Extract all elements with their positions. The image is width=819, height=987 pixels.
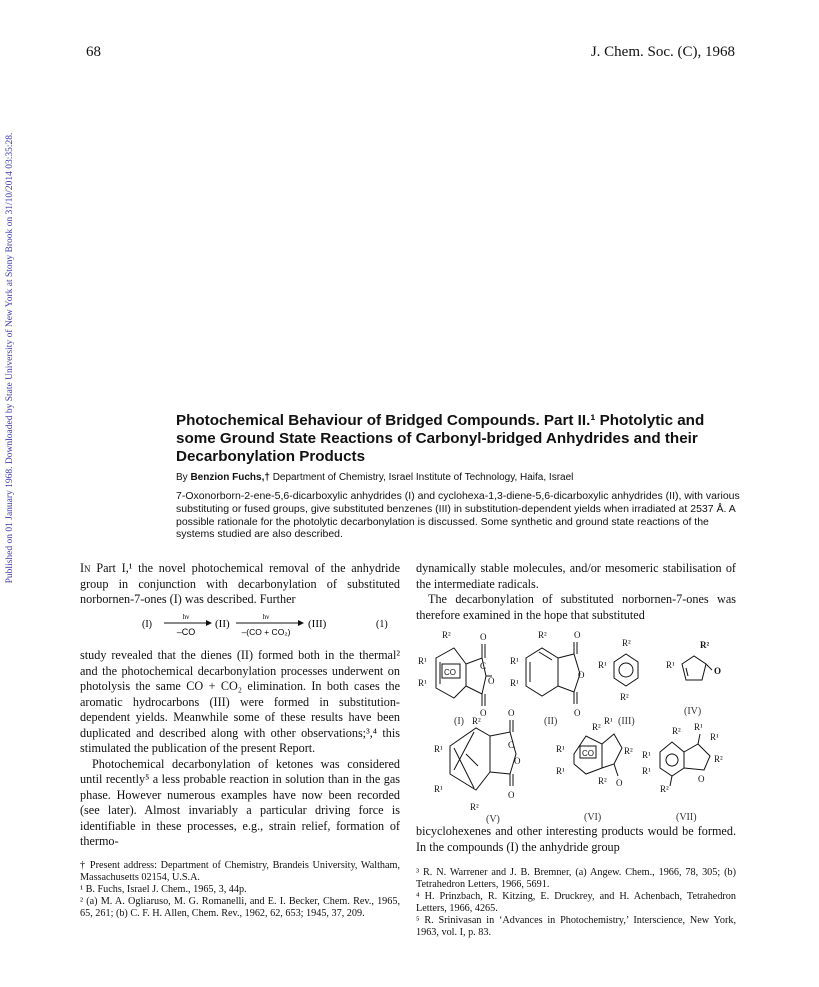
reaction-scheme	[136, 610, 406, 640]
substituent-r1: R¹	[604, 716, 613, 726]
footnotes-left	[80, 860, 400, 920]
bridge-carbonyl: CO	[444, 668, 456, 677]
atom-oxygen: O	[480, 708, 487, 718]
substituent-r1: R¹	[556, 744, 565, 754]
substituent-r1: R¹	[434, 784, 443, 794]
footnote: ⁴ H. Prinzbach, R. Kitzing, E. Druckrey, and H. Achenbach, Tetrahedron Letters, 1966, 4265.	[416, 891, 736, 914]
page-number: 68	[86, 44, 101, 60]
bridge-carbonyl: CO	[582, 749, 594, 758]
footnote: ² (a) M. A. Ogliaruso, M. G. Romanelli, and E. I. Becker, Chem. Rev., 1965, 65, 261; (b) C. F. H. Allen, Chem. Rev., 1962, 62, 653; 1945, 37, 209.	[80, 896, 400, 919]
body-left-main	[80, 648, 400, 850]
atom-carbon: C	[480, 661, 487, 671]
substituent-r2: R²	[622, 638, 631, 648]
structure-IV	[682, 656, 712, 680]
substituent-r2: R²	[700, 640, 710, 650]
arrow-1-condition: hν	[182, 613, 190, 621]
arrow-2-condition: hν	[262, 613, 270, 621]
atom-carbon: C	[508, 740, 515, 750]
label-I: (I)	[454, 716, 464, 727]
substituent-r1: R¹	[694, 722, 703, 732]
substituent-r1: R¹	[642, 750, 651, 760]
atom-oxygen: O	[508, 790, 515, 800]
body-left-top	[80, 561, 400, 608]
substituent-r2: R²	[714, 754, 723, 764]
substituent-r2: R²	[442, 630, 451, 640]
chemical-structures	[414, 624, 744, 824]
structure-V	[450, 720, 516, 790]
arrow-1-head	[206, 620, 212, 626]
body-paragraph: dynamically stable molecules, and/or mesomeric stabilisation of the intermediate radicals.	[416, 561, 736, 591]
substituent-r2: R²	[620, 692, 629, 702]
substituent-r2: R²	[624, 746, 633, 756]
footnote: † Present address: Department of Chemistry, Brandeis University, Waltham, Massachusetts 02154, U.S.A.	[80, 860, 400, 883]
atom-oxygen: O	[698, 774, 705, 784]
download-watermark	[2, 88, 18, 628]
structure-II	[526, 642, 580, 704]
substituent-r2: R²	[538, 630, 547, 640]
atom-oxygen: O	[578, 670, 585, 680]
substituent-r1: R¹	[418, 678, 427, 688]
atom-oxygen: O	[508, 708, 515, 718]
author-affiliation: Department of Chemistry, Israel Institute of Technology, Haifa, Israel	[272, 472, 574, 483]
atom-oxygen: O	[488, 676, 495, 686]
label-VI: (VI)	[584, 812, 602, 823]
substituent-r1: R¹	[434, 744, 443, 754]
substituent-r1: R¹	[642, 766, 651, 776]
structure-figure	[414, 624, 744, 824]
substituent-r2: R²	[660, 784, 669, 794]
author-name: Benzion Fuchs,†	[190, 472, 270, 483]
label-V: (V)	[486, 814, 500, 824]
atom-oxygen: O	[574, 630, 581, 640]
arrow-2-head	[298, 620, 304, 626]
atom-oxygen: O	[714, 666, 722, 676]
structure-III	[614, 654, 638, 686]
download-watermark-text: Published on 01 January 1968. Downloaded by State University of New York at Stony Brook on 31/10/2014 03:35:28.	[5, 132, 15, 584]
substituent-r1: R¹	[666, 660, 675, 670]
body-right-top	[416, 561, 736, 623]
substituent-r2: R²	[672, 726, 681, 736]
journal-header: J. Chem. Soc. (C), 1968	[590, 44, 735, 60]
substituent-r2: R²	[592, 722, 601, 732]
footnote: ³ R. N. Warrener and J. B. Bremner, (a) Angew. Chem., 1966, 78, 305; (b) Tetrahedron Letters, 1966, 5691.	[416, 867, 736, 890]
arrow-2-loss: –(CO + CO₂)	[241, 627, 291, 637]
body-paragraph: study revealed that the dienes (II) formed both in the thermal² and the photochemical decarbonylation processes underwent on photolysis the same CO + CO₂ elimination. In both cases the aromatic hydrocarbons (III) were formed in substitution-dependent yields. Meanwhile some of these results have been duplicated and described along with other observations;³,⁴ this stimulated the publication of the present Report.	[80, 648, 400, 755]
atom-oxygen: O	[480, 632, 487, 642]
label-III: (III)	[618, 716, 635, 727]
footnote: ⁵ R. Srinivasan in ‘Advances in Photochemistry,’ Interscience, New York, 1963, vol. I, p. 83.	[416, 915, 736, 938]
scheme-compound-3: (III)	[308, 618, 327, 630]
body-paragraph: Part I,¹ the novel photochemical removal of the anhydride group in conjunction with decarbonylation of substituted norbornen-7-ones (I) was described. Further	[80, 561, 401, 606]
substituent-r2: R²	[470, 802, 479, 812]
abstract: 7-Oxonorborn-2-ene-5,6-dicarboxylic anhydrides (I) and cyclohexa-1,3-diene-5,6-dicarboxylic anhydrides (II), with various substituting or fused groups, give substituted benzenes (III) in substitution-dependent yields when irradiated at 2537 Å. A possible rationale for the photolytic decarbonylation is discussed. Some synthetic and ground state reactions of the systems studied are also described.	[176, 490, 740, 541]
substituent-r1: R¹	[510, 656, 519, 666]
scheme-compound-1: (I)	[142, 619, 152, 630]
substituent-r1: R¹	[710, 732, 719, 742]
label-IV: (IV)	[684, 706, 702, 717]
body-paragraph: bicyclohexenes and other interesting products would be formed. In the compounds (I) the anhydride group	[416, 824, 736, 854]
arrow-1-loss: –CO	[176, 627, 196, 637]
substituent-r1: R¹	[598, 660, 607, 670]
substituent-r1: R¹	[556, 766, 565, 776]
atom-oxygen: O	[574, 708, 581, 718]
substituent-r2: R²	[598, 776, 607, 786]
label-II: (II)	[544, 716, 558, 727]
reaction-scheme-graphic	[136, 610, 406, 640]
dropcap: In	[80, 561, 91, 575]
substituent-r2: R²	[472, 716, 481, 726]
equation-number: (1)	[376, 619, 388, 630]
substituent-r1: R¹	[510, 678, 519, 688]
footnote: ¹ B. Fuchs, Israel J. Chem., 1965, 3, 44p.	[80, 884, 247, 895]
atom-oxygen: O	[514, 756, 521, 766]
body-right-bottom	[416, 824, 736, 855]
footnotes-right	[416, 867, 736, 939]
atom-oxygen: O	[616, 778, 623, 788]
body-paragraph: Photochemical decarbonylation of ketones was considered until recently⁵ a less probable reaction in solution than in the gas phase. However numerous examples have now been recorded (see later). Almost invariably a particular driving force is identifiable in these processes, e.g., strain relief, formation of thermo-	[80, 756, 400, 848]
article-title: Photochemical Behaviour of Bridged Compounds. Part II.¹ Photolytic and some Ground State Reactions of Carbonyl-bridged Anhydrides and their Decarbonylation Products	[176, 412, 705, 465]
body-paragraph: The decarbonylation of substituted norbornen-7-ones was therefore examined in the hope that substituted	[416, 592, 736, 622]
scheme-compound-2: (II)	[215, 618, 230, 630]
substituent-r1: R¹	[418, 656, 427, 666]
byline-prefix: By	[176, 472, 188, 483]
byline	[176, 471, 746, 484]
label-VII: (VII)	[676, 812, 697, 823]
